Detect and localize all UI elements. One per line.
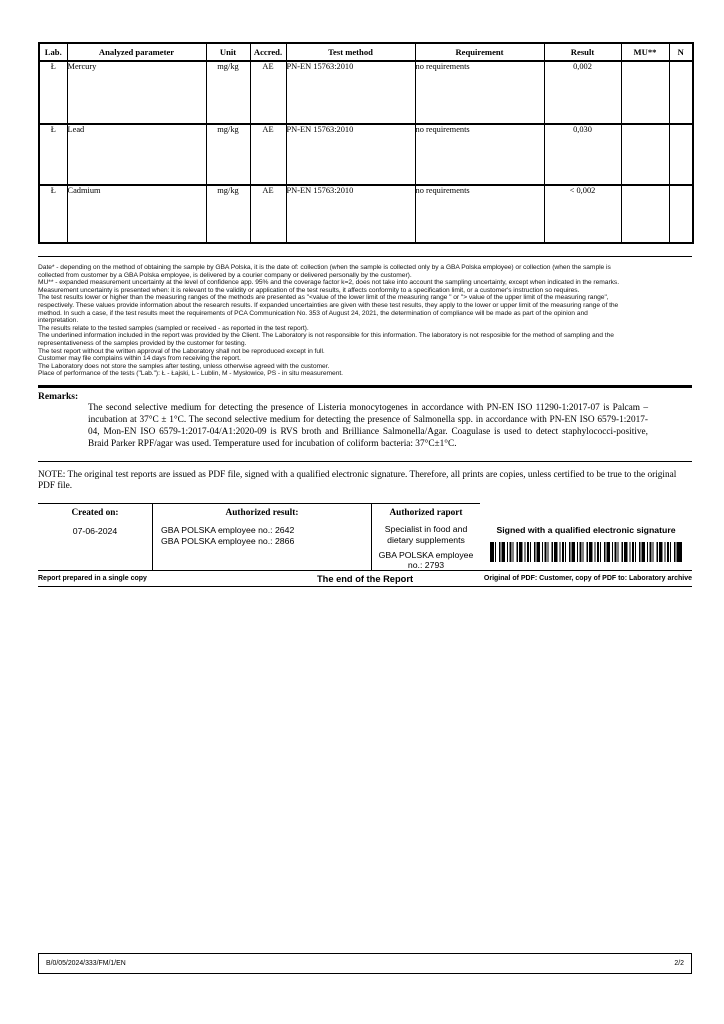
col-header-requirement: Requirement <box>415 43 544 61</box>
cell-method: PN-EN 15763:2010 <box>286 124 415 185</box>
table-row <box>39 185 693 243</box>
remarks-heading: Remarks: <box>38 391 79 402</box>
report-footer-band <box>38 571 692 587</box>
col-header-result: Result <box>544 43 621 61</box>
authorized-report-role: Specialist in food and dietary supplements <box>384 524 468 545</box>
authorized-report-label: Authorized raport <box>389 508 463 519</box>
col-header-mu: MU** <box>621 43 669 61</box>
fine-print-line: representativeness of the samples provided by the customer for testing. <box>38 339 247 347</box>
fine-print-line: The results relate to the tested samples (sampled or received - as reported in the test report). <box>38 324 309 332</box>
cell-mu <box>621 61 669 124</box>
created-on-column <box>38 503 153 570</box>
cell-parameter: Lead <box>67 124 206 185</box>
footer-original-note: Original of PDF: Customer, copy of PDF to: Laboratory archive <box>483 575 693 583</box>
fine-print-line: collected from customer by a GBA Polska employee, is delivered by a courier company or delivered personally by the customer). <box>38 271 412 279</box>
created-on-value: 07-06-2024 <box>72 526 118 537</box>
authorized-result-values <box>153 525 371 546</box>
signature-area <box>480 503 692 570</box>
table-header-row <box>39 43 693 61</box>
col-header-unit: Unit <box>206 43 250 61</box>
cell-parameter: Mercury <box>67 61 206 124</box>
report-content <box>38 0 692 587</box>
authorized-employee: GBA POLSKA employee no.: 2642 <box>161 525 295 536</box>
cell-requirement: no requirements <box>415 124 544 185</box>
authorized-employee: GBA POLSKA employee no.: 2866 <box>161 535 295 546</box>
created-on-label: Created on: <box>71 508 119 519</box>
section-divider-double <box>38 385 692 388</box>
cell-requirement: no requirements <box>415 185 544 243</box>
authorized-result-column <box>153 503 372 570</box>
fine-print-line: Customer may file complains within 14 days from receiving the report. <box>38 355 241 363</box>
fine-print-line: MU** - expanded measurement uncertainty at the level of confidence app. 95% and the coverage factor k=2, does not take into account the sampling uncertainty, except when indicated in the remarks. <box>38 279 620 287</box>
footer-copy-note: Report prepared in a single copy <box>38 575 147 583</box>
cell-accred: AE <box>250 124 286 185</box>
barcode <box>490 542 682 562</box>
col-header-n: N <box>669 43 693 61</box>
page-footer-box <box>38 953 692 974</box>
col-header-lab: Lab. <box>39 43 67 61</box>
cell-parameter: Cadmium <box>67 185 206 243</box>
fine-print-line: The Laboratory does not store the samples after testing, unless otherwise agreed with the customer. <box>38 362 330 370</box>
authorized-result-label: Authorized result: <box>225 508 299 519</box>
cell-method: PN-EN 15763:2010 <box>286 61 415 124</box>
cell-accred: AE <box>250 61 286 124</box>
col-header-parameter: Analyzed parameter <box>67 43 206 61</box>
table-row <box>39 61 693 124</box>
cell-result: < 0,002 <box>544 185 621 243</box>
fine-print-line: Measurement uncertainty is presented when: it is relevant to the validity or application of the test results, it affects conformity to a specification limit, or a customer's instruction so requires. <box>38 286 580 294</box>
cell-accred: AE <box>250 185 286 243</box>
cell-lab: Ł <box>39 124 67 185</box>
cell-unit: mg/kg <box>206 124 250 185</box>
cell-result: 0,002 <box>544 61 621 124</box>
note-text: NOTE: The original test reports are issued as PDF file, signed with a qualified electronic signature. Therefore, all prints are copies, unless certified to be true to the original PDF file. <box>38 469 677 492</box>
document-code: B/0/05/2024/333/FM/1/EN <box>46 960 126 967</box>
cell-result: 0,030 <box>544 124 621 185</box>
fine-print-line: Place of performance of the tests ("Lab."): Ł - Łajski, L - Lublin, M - Mysłowice, PS - in situ measurement. <box>38 370 343 378</box>
fine-print-line: interpretation. <box>38 317 79 325</box>
cell-mu <box>621 124 669 185</box>
page-number: 2/2 <box>674 960 684 967</box>
cell-lab: Ł <box>39 185 67 243</box>
cell-requirement: no requirements <box>415 61 544 124</box>
col-header-method: Test method <box>286 43 415 61</box>
remarks-text: The second selective medium for detecting the presence of Listeria monocytogenes in accordance with PN-EN ISO 11290-1:2017-07 is Palcam – incubation at 37°C ± 1°C. The second selective medium for detecting the presence of Salmonella spp. in accordance with PN-EN ISO 6579-1:2017-04, Mon-EN ISO 6579-1:2017-04/A1:2020-09 is RVS broth and Brilliance Salmonella/Agar. Coagulase is used to detect staphylococci-positive, Braid Parker RPF/agar was used. Temperature used for incubation of coliform bacteria: 37°C±1°C. <box>88 402 648 449</box>
fine-print-line: The test results lower or higher than the measuring ranges of the methods are presented as "<value of the lower limit of the measuring range " or "> value of the upper limit of the measuring range", <box>38 294 609 302</box>
results-table <box>38 42 694 244</box>
fine-print-line: respectively. These values provide information about the research results. If expanded uncertainties are given with these test results, they apply to the lower or upper limit of the measuring range of the <box>38 301 619 309</box>
cell-mu <box>621 185 669 243</box>
authorized-report-employee: GBA POLSKA employee no.: 2793 <box>378 549 474 570</box>
electronic-signature-text: Signed with a qualified electronic signature <box>496 525 676 536</box>
cell-unit: mg/kg <box>206 185 250 243</box>
authorized-report-column <box>372 503 480 570</box>
section-divider <box>38 461 692 462</box>
cell-n <box>669 124 693 185</box>
cell-n <box>669 185 693 243</box>
fine-print-line: method. In such a case, if the test results meet the requirements of PCA Communication No. 353 of August 24, 2021, the determination of compliance will be made as part of the opinion and <box>38 309 588 317</box>
fine-print-notes <box>38 256 692 378</box>
end-of-report-label: The end of the Report <box>316 573 414 584</box>
authorization-block <box>38 503 692 571</box>
table-row <box>39 124 693 185</box>
cell-n <box>669 61 693 124</box>
fine-print-line: Date* - depending on the method of obtaining the sample by GBA Polska, it is the date of: collection (when the sample is collected only by a GBA Polska employee) or collection (when the sample is <box>38 264 611 271</box>
cell-unit: mg/kg <box>206 61 250 124</box>
fine-print-line: The underlined information included in the report was provided by the Client. The Laboratory is not responsible for this information. The laboratory is not resposible for the method of sampling and the <box>38 332 614 340</box>
col-header-accred: Accred. <box>250 43 286 61</box>
cell-method: PN-EN 15763:2010 <box>286 185 415 243</box>
fine-print-line: The test report without the written approval of the Laboratory shall not be reproduced except in full. <box>38 347 325 355</box>
cell-lab: Ł <box>39 61 67 124</box>
